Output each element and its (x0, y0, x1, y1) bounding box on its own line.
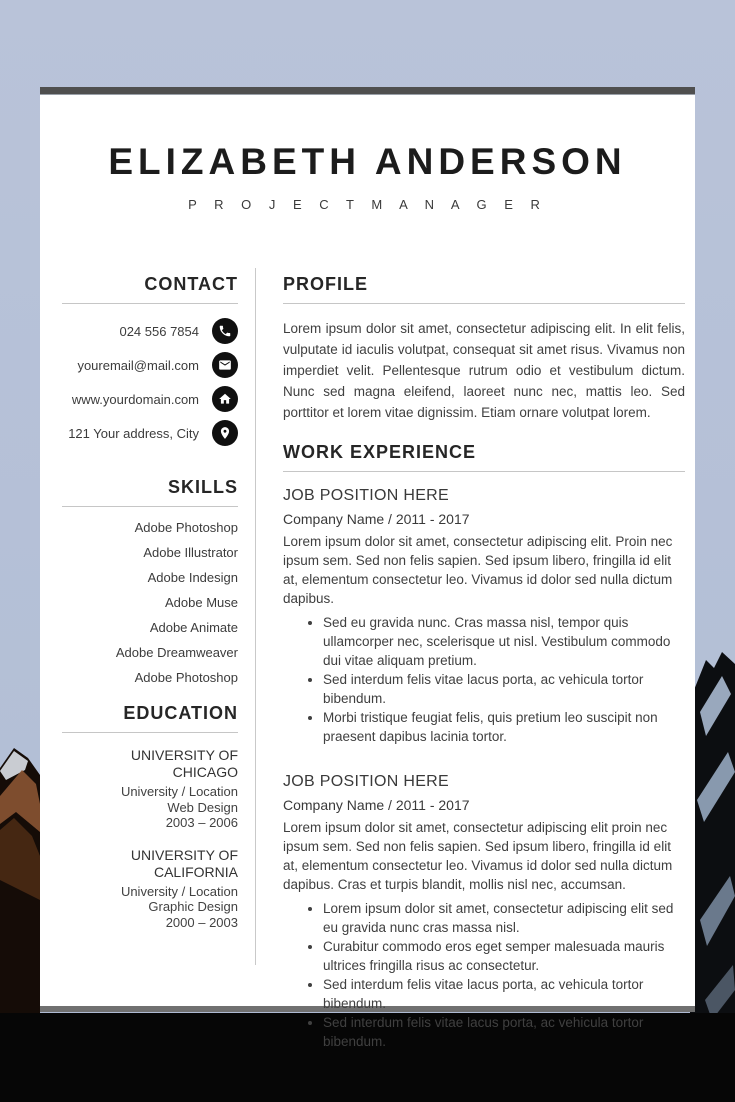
resume-sheet (40, 95, 695, 1049)
degree-name: Graphic Design (148, 899, 238, 914)
education-entry (62, 747, 238, 831)
skill-item: Adobe Indesign (147, 570, 238, 585)
profile-heading: PROFILE (283, 274, 369, 294)
website-url: www.yourdomain.com (71, 391, 199, 407)
education-years: 2000 – 2003 (165, 914, 238, 930)
job-bullet: • Sed interdum felis vitae lacus porta, ac vehicula tortor bibendum. (323, 1013, 685, 1051)
home-icon (212, 386, 238, 412)
job-summary: Lorem ipsum dolor sit amet, consectetur adipiscing elit proin nec ipsum sem. Sed non felis sapien. Sed ipsum libero, fringilla id elit at, elementum consectetur leo. Vivamus id dolor sed nulla dictum dapibus. Cras et turpis blandit, mollis nisl nec, accumsan. (283, 820, 673, 892)
job-bullet: • Sed interdum felis vitae lacus porta, ac vehicula tortor bibendum. (323, 670, 685, 708)
education-years: 2003 – 2006 (165, 815, 238, 830)
school-detail: University / Location (120, 784, 238, 799)
skill-item: Adobe Animate (149, 620, 238, 635)
job-bullet: • Curabitur commodo eros eget semper malesuada mauris ultrices fringilla risus ac consectetur. (323, 937, 685, 975)
education-heading: EDUCATION (123, 703, 238, 723)
location-pin-icon (212, 420, 238, 446)
right-column (283, 273, 685, 1077)
resume-page (40, 87, 695, 1049)
work-experience-heading: WORK EXPERIENCE (283, 442, 477, 462)
skill-item: Adobe Muse (165, 595, 238, 610)
skills-rule (62, 506, 238, 507)
contact-heading: CONTACT (144, 274, 238, 294)
school-name: UNIVERSITY OF CHICAGO (130, 747, 238, 780)
job-bullet: • Sed eu gravida nunc. Cras massa nisl, tempor quis ullamcorper nec, scelerisque ut nisl. Vestibulum commodo dui vitae aliquam pretium. (323, 613, 685, 670)
phone-number: 024 556 7854 (119, 323, 199, 339)
candidate-name: ELIZABETH ANDERSON (108, 141, 627, 182)
contact-row-phone (62, 318, 238, 344)
school-detail: University / Location (120, 883, 238, 899)
skill-item: Adobe Photoshop (134, 520, 238, 535)
job-position: JOB POSITION HERE (283, 487, 450, 504)
page-top-accent-bar (40, 87, 695, 95)
job-summary: Lorem ipsum dolor sit amet, consectetur adipiscing elit. Proin nec ipsum sem. Sed non felis sapien. Sed ipsum libero, fringilla id elit at, elementum consectetur leo. Vivamus id dolor sed nulla dictum dapibus. (283, 534, 673, 606)
candidate-role: P R O J E C T M A N A G E R (188, 197, 547, 212)
job-entry (283, 772, 685, 1051)
profile-rule (283, 303, 685, 304)
job-company: Company Name / 2011 - 2017 (283, 511, 470, 527)
work-rule (283, 471, 685, 472)
job-bullet-list (283, 613, 685, 746)
column-divider (255, 268, 256, 965)
job-bullet: • Sed interdum felis vitae lacus porta, ac vehicula tortor bibendum. (323, 975, 685, 1013)
contact-row-website (62, 386, 238, 412)
left-column (62, 273, 238, 946)
phone-icon (212, 318, 238, 344)
job-bullet-list (283, 899, 685, 1051)
skill-item: Adobe Illustrator (143, 545, 238, 560)
resume-header (40, 141, 695, 212)
degree-name: Web Design (167, 799, 238, 815)
school-name: UNIVERSITY OF CALIFORNIA (130, 846, 238, 880)
profile-paragraph: Lorem ipsum dolor sit amet, consectetur adipiscing elit. In elit felis, vulputate id iaculis volutpat, consequat sit amet risus. Vivamus non imperdiet velit. Pellentesque rutrum odio et vestibulum dictum. Nunc sed magna eleifend, laoreet nunc nec, mattis leo. Sed porttitor et lorem vitae dignissim. Etiam ornare volutpat lorem. (283, 321, 685, 420)
job-bullet: • Lorem ipsum dolor sit amet, consectetur adipiscing elit sed eu gravida nunc cras massa nisl. (323, 899, 685, 937)
contact-rule (62, 303, 238, 304)
job-entry (283, 486, 685, 746)
contact-row-address (62, 420, 238, 446)
envelope-icon (212, 352, 238, 378)
skills-heading: SKILLS (167, 477, 238, 497)
job-company: Company Name / 2011 - 2017 (283, 797, 470, 813)
skill-item: Adobe Photoshop (134, 670, 238, 685)
email-address: youremail@mail.com (77, 357, 199, 373)
contact-row-email (62, 352, 238, 378)
education-rule (62, 732, 238, 733)
education-entry (62, 847, 238, 931)
street-address: 121 Your address, City (68, 425, 199, 441)
skill-item: Adobe Dreamweaver (115, 645, 238, 660)
job-bullet: • Morbi tristique feugiat felis, quis pretium leo suscipit non praesent dapibus lacinia tortor. (323, 708, 685, 746)
job-position: JOB POSITION HERE (283, 773, 450, 790)
